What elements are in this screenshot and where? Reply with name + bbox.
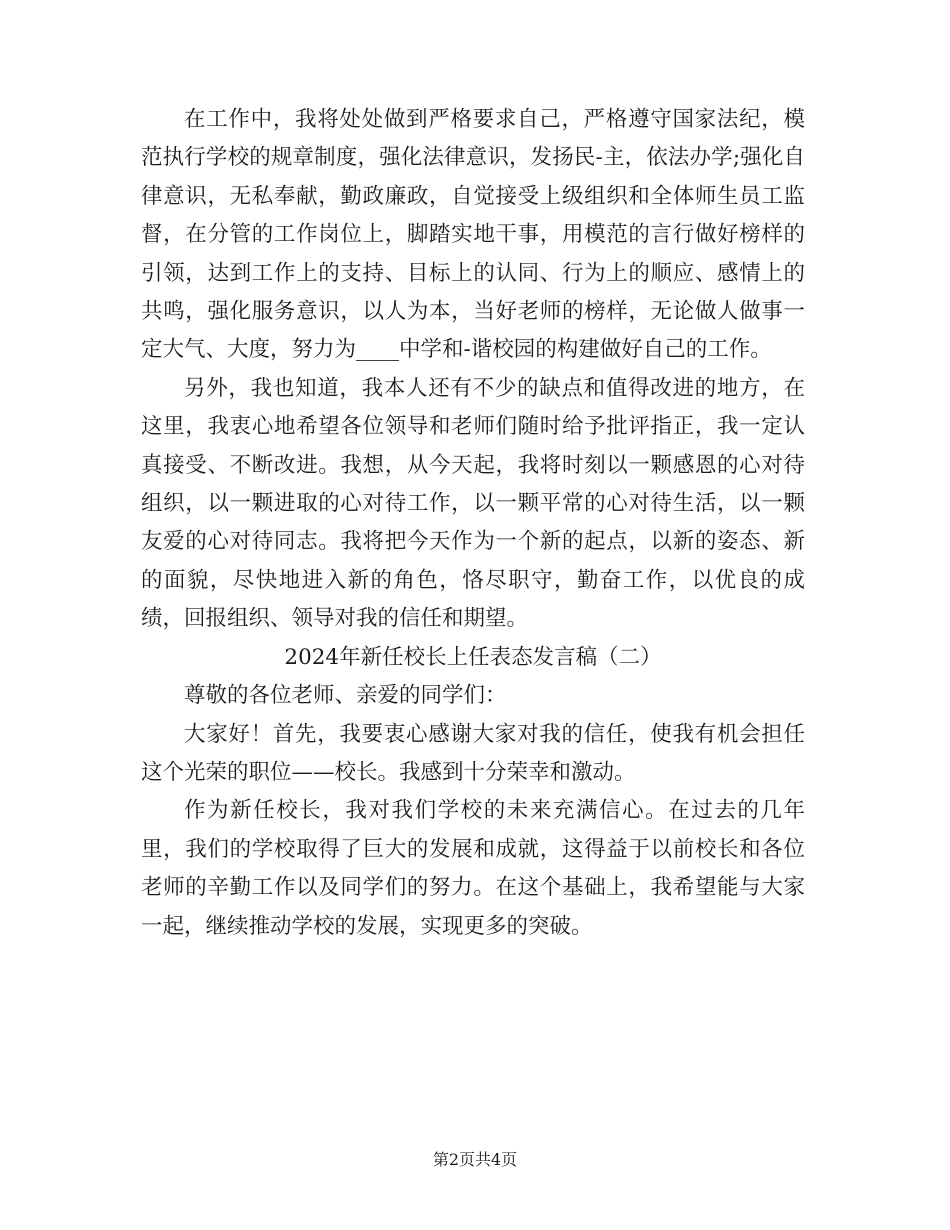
document-body [141, 101, 805, 946]
section-title: 2024年新任校长上任表态发言稿（二） [284, 644, 662, 670]
paragraph-work-commitment: 在工作中，我将处处做到严格要求自己，严格遵守国家法纪，模范执行学校的规章制度，强化法律意识，发扬民-主，依法办学;强化自律意识，无私奉献，勤政廉政，自觉接受上级组织和全体师生员工监督，在分管的工作岗位上，脚踏实地干事，用模范的言行做好榜样的引领，达到工作上的支持、目标上的认同、行为上的顺应、感情上的共鸣，强化服务意识，以人为本，当好老师的榜样，无论做人做事一定大气、大度，努力为____中学和-谐校园的构建做好自己的工作。 [141, 107, 805, 363]
paragraph-self-improvement: 另外，我也知道，我本人还有不少的缺点和值得改进的地方，在这里，我衷心地希望各位领导和老师们随时给予批评指正，我一定认真接受、不断改进。我想，从今天起，我将时刻以一颗感恩的心对待组织，以一颗进取的心对待工作，以一颗平常的心对待生活，以一颗友爱的心对待同志。我将把今天作为一个新的起点，以新的姿态、新的面貌，尽快地进入新的角色，恪尽职守，勤奋工作，以优良的成绩，回报组织、领导对我的信任和期望。 [141, 375, 805, 632]
paragraph-greeting: 大家好！首先，我要衷心感谢大家对我的信任，使我有机会担任这个光荣的职位——校长。我感到十分荣幸和激动。 [141, 721, 805, 785]
paragraph-vision: 作为新任校长，我对我们学校的未来充满信心。在过去的几年里，我们的学校取得了巨大的发展和成就，这得益于以前校长和各位老师的辛勤工作以及同学们的努力。在这个基础上，我希望能与大家一起，继续推动学校的发展，实现更多的突破。 [141, 798, 805, 939]
page-number: 第2页共4页 [432, 1150, 518, 1169]
paragraph-salutation: 尊敬的各位老师、亲爱的同学们： [184, 683, 507, 709]
